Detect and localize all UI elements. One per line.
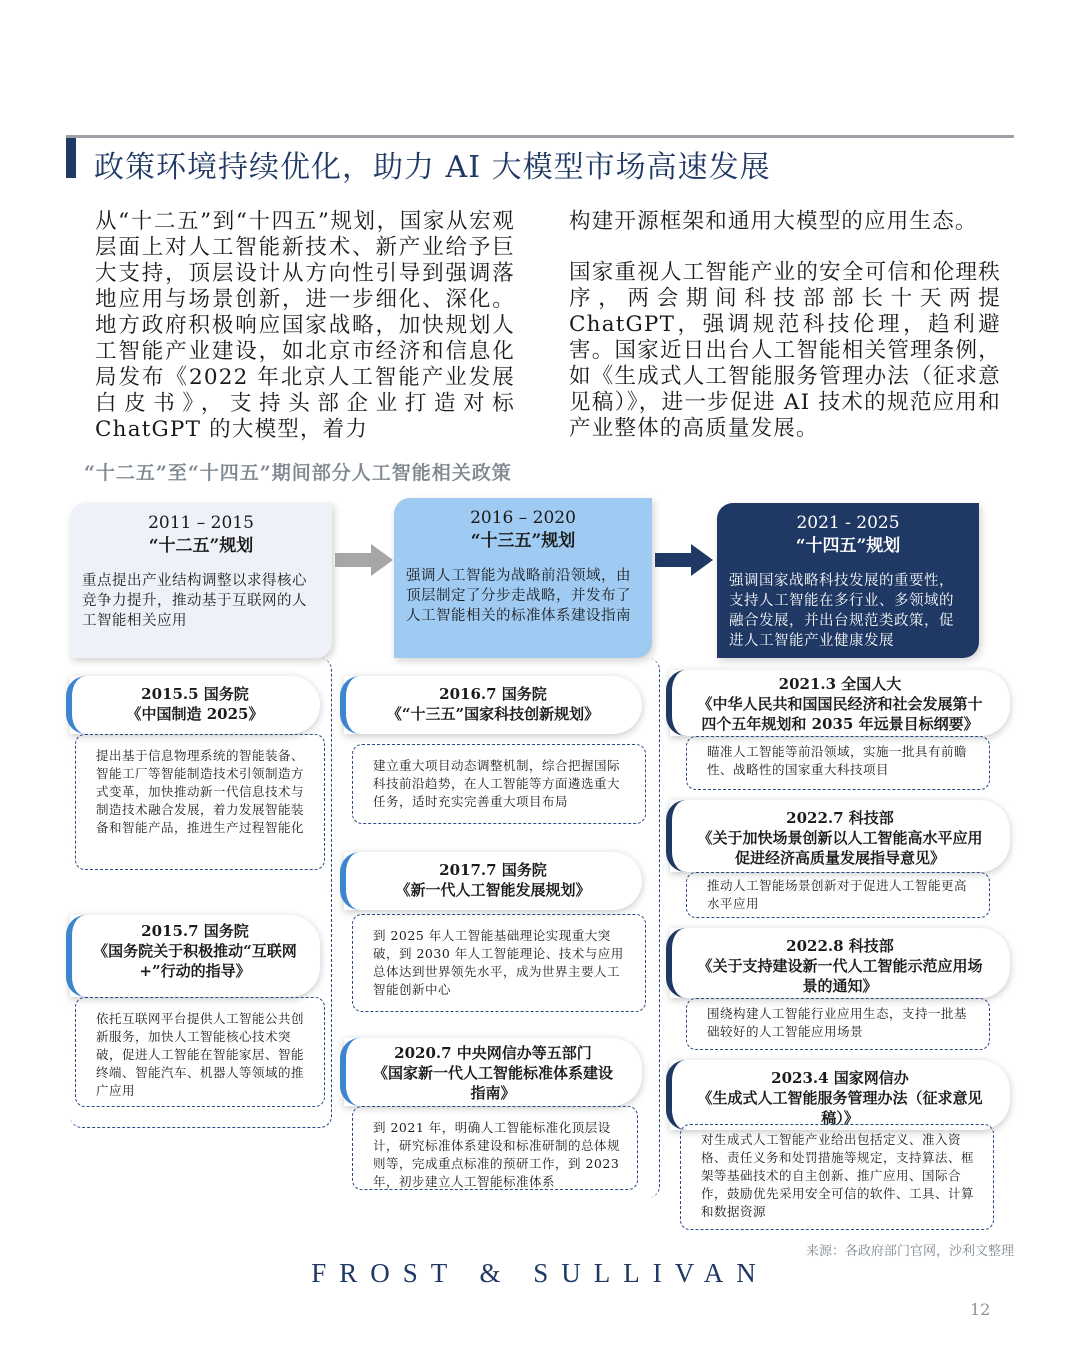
stage-years: 2011 – 2015 (148, 513, 254, 533)
event-date-org: 2021.3 全国人大 (778, 675, 902, 693)
arrow-right-icon (655, 544, 713, 576)
event-doc-title: 《关于支持建设新一代人工智能示范应用场景的通知》 (697, 957, 983, 995)
event-desc-box: 建立重大项目动态调整机制，综合把握国际科技前沿趋势，在人工智能等方面遴选重大任务，适时充实完善重大项目布局 (352, 744, 646, 824)
stage-card-14th (717, 503, 979, 658)
stage-card-13th (394, 498, 652, 658)
event-doc-title: 《新一代人工智能发展规划》 (395, 881, 591, 899)
stage-years: 2021 - 2025 (796, 513, 900, 533)
stage-card-12th (70, 503, 332, 658)
stage-desc: 强调国家战略科技发展的重要性，支持人工智能在多行业、多领域的融合发展，并出台规范类政策，促进人工智能产业健康发展 (729, 573, 954, 649)
event-date-org: 2022.8 科技部 (786, 937, 894, 955)
event-doc-title: 《关于加快场景创新以人工智能高水平应用促进经济高质量发展指导意见》 (697, 829, 983, 867)
paragraph-right-1: 构建开源框架和通用大模型的应用生态。 (569, 209, 978, 234)
stage-name: “十二五”规划 (148, 536, 254, 556)
arrow-right-icon (335, 544, 393, 576)
event-header (70, 915, 320, 997)
event-desc-box: 对生成式人工智能产业给出包括定义、准入资格、责任义务和处罚措施等规定，支持算法、框架等基础技术的自主创新、推广应用、国际合作，鼓励优先采用安全可信的软件、工具、计算和数据资源 (680, 1124, 994, 1230)
stage-desc: 重点提出产业结构调整以求得核心竞争力提升，推动基于互联网的人工智能相关应用 (82, 573, 307, 629)
header-rule (66, 135, 1014, 138)
event-header (344, 676, 642, 734)
event-desc-box: 瞄准人工智能等前沿领域，实施一批具有前瞻性、战略性的国家重大科技项目 (686, 736, 990, 790)
event-header (344, 852, 642, 910)
stage-name: “十四五”规划 (795, 536, 901, 556)
event-header (670, 670, 1010, 736)
event-doc-title: 《中华人民共和国国民经济和社会发展第十四个五年规划和 2035 年远景目标纲要》 (697, 695, 983, 733)
event-desc-box: 到 2025 年人工智能基础理论实现重大突破，到 2030 年人工智能理论、技术与应用总体达到世界领先水平，成为世界主要人工智能创新中心 (352, 914, 646, 1012)
event-desc-box: 到 2021 年，明确人工智能标准化顶层设计，研究标准体系建设和标准研制的总体规则等，完成重点标准的预研工作，到 2023 年，初步建立人工智能标准体系 (352, 1106, 638, 1190)
event-header (344, 1038, 642, 1106)
page-number: 12 (970, 1300, 991, 1319)
event-doc-title: 《国务院关于积极推动“互联网+”行动的指导》 (93, 942, 297, 980)
chart-subtitle: “十二五”至“十四五”期间部分人工智能相关政策 (84, 462, 512, 484)
event-desc-box: 推动人工智能场景创新对于促进人工智能更高水平应用 (686, 872, 990, 918)
event-doc-title: 《“十三五”国家科技创新规划》 (386, 705, 600, 723)
event-desc-box: 围绕构建人工智能行业应用生态，支持一批基础较好的人工智能应用场景 (686, 998, 990, 1050)
event-doc-title: 《中国制造 2025》 (126, 705, 264, 723)
event-desc-box: 提出基于信息物理系统的智能装备、智能工厂等智能制造技术引领制造方式变革，加快推动新一代信息技术与制造技术融合发展，着力发展智能装备和智能产品，推进生产过程智能化 (75, 734, 325, 870)
event-date-org: 2022.7 科技部 (786, 809, 894, 827)
event-date-org: 2017.7 国务院 (439, 861, 547, 879)
event-date-org: 2016.7 国务院 (439, 685, 547, 703)
event-date-org: 2015.5 国务院 (141, 685, 249, 703)
event-header (70, 676, 320, 734)
page-title: 政策环境持续优化，助力 AI 大模型市场高速发展 (94, 150, 771, 185)
event-date-org: 2015.7 国务院 (141, 922, 249, 940)
event-doc-title: 《国家新一代人工智能标准体系建设指南》 (372, 1064, 613, 1102)
source-note: 来源：各政府部门官网，沙利文整理 (805, 1244, 1014, 1259)
event-date-org: 2023.4 国家网信办 (771, 1069, 909, 1087)
event-desc-box: 依托互联网平台提供人工智能公共创新服务，加快人工智能核心技术突破，促进人工智能在智能家居、智能终端、智能汽车、机器人等领域的推广应用 (75, 997, 325, 1107)
event-doc-title: 《生成式人工智能服务管理办法（征求意见稿）》 (697, 1089, 983, 1127)
paragraph-right-2: 国家重视人工智能产业的安全可信和伦理秩序，两会期间科技部部长十天两提ChatGPT，强调规范科技伦理，趋利避害。国家近日出台人工智能相关管理条例，如《生成式人工智能服务管理办法（征求意见稿）》，进一步促进 AI 技术的规范应用和产业整体的高质量发展。 (569, 260, 1001, 441)
brand-logo: FROST & SULLIVAN (311, 1258, 769, 1288)
paragraph-left: 从“十二五”到“十四五”规划，国家从宏观层面上对人工智能新技术、新产业给予巨大支持，顶层设计从方向性引导到强调落地应用与场景创新，进一步细化、深化。地方政府积极响应国家战略，加快规划人工智能产业建设，如北京市经济和信息化局发布《2022 年北京人工智能产业发展白皮书》，支持头部企业打造对标 ChatGPT 的大模型，着力 (95, 209, 515, 442)
title-accent-bar (66, 138, 76, 178)
event-date-org: 2020.7 中央网信办等五部门 (394, 1044, 592, 1062)
stage-years: 2016 – 2020 (470, 508, 576, 528)
stage-name: “十三五”规划 (470, 531, 576, 551)
event-header (670, 1060, 1010, 1130)
stage-desc: 强调人工智能为战略前沿领域，由顶层制定了分步走战略，并发布了人工智能相关的标准体系建设指南 (406, 568, 631, 624)
event-header (670, 928, 1010, 998)
event-header (670, 800, 1010, 872)
